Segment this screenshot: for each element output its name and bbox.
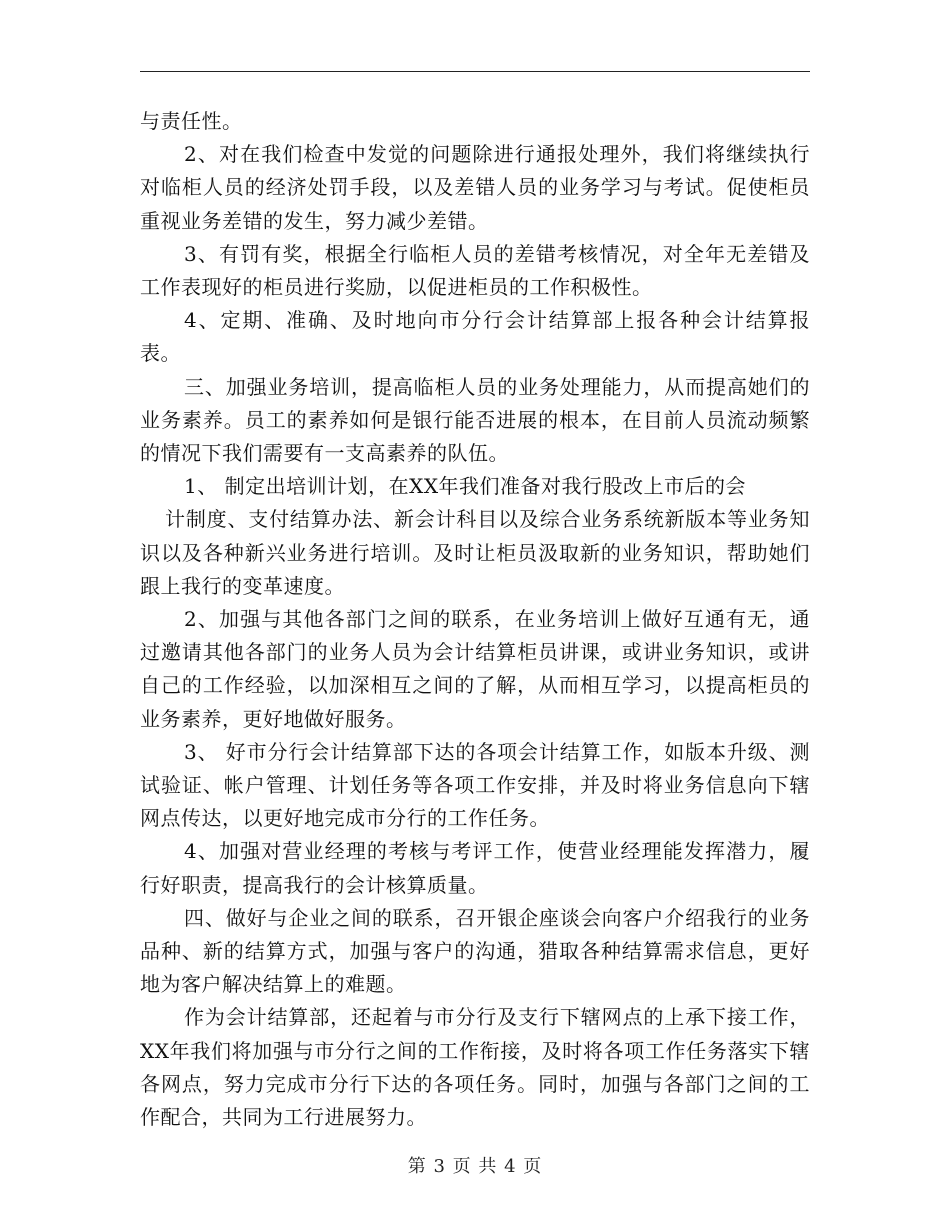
paragraph-item-3: 3、有罚有奖，根据全行临柜人员的差错考核情况，对全年无差错及工作表现好的柜员进行奖励，以促进柜员的工作积极性。 (140, 241, 810, 300)
paragraph-item-2: 2、对在我们检查中发觉的问题除进行通报处理外，我们将继续执行对临柜人员的经济处罚手段，以及差错人员的业务学习与考试。促使柜员重视业务差错的发生，努力减少差错。 (140, 142, 810, 233)
page-number-footer: 第 3 页 共 4 页 (407, 1156, 543, 1177)
paragraph-continuation: 与责任性。 (140, 109, 243, 133)
paragraph-closing: 作为会计结算部，还起着与市分行及支行下辖网点的上承下接工作，XX年我们将加强与市分行之间的工作衔接，及时将各项工作任务落实下辖各网点，努力完成市分行下达的各项任务。同时，加强与各部门之间的工作配合，共同为工行进展努力。 (140, 1005, 810, 1130)
header-rule (140, 71, 810, 72)
paragraph-training-item-1: 1、 制定出培训计划，在XX年我们准备对我行股改上市后的会 (184, 474, 747, 499)
paragraph-item-4: 4、定期、准确、及时地向市分行会计结算部上报各种会计结算报表。 (140, 308, 810, 366)
paragraph-training-item-4: 4、加强对营业经理的考核与考评工作，使营业经理能发挥潜力，履行好职责，提高我行的会计核算质量。 (140, 839, 810, 897)
paragraph-training-item-2: 2、加强与其他各部门之间的联系，在业务培训上做好互通有无，通过邀请其他各部门的业务人员为会计结算柜员讲课，或讲业务知识，或讲自己的工作经验，以加深相互之间的了解，从而相互学习，以提高柜员的业务素养，更好地做好服务。 (140, 607, 810, 731)
paragraph-training-item-1-continued: 计制度、支付结算办法、新会计科目以及综合业务系统新版本等业务知识以及各种新兴业务进行培训。及时让柜员汲取新的业务知识，帮助她们跟上我行的变革速度。 (140, 507, 810, 598)
body-text (140, 105, 810, 1134)
paragraph-section-3: 三、加强业务培训，提高临柜人员的业务处理能力，从而提高她们的业务素养。员工的素养如何是银行能否进展的根本，在目前人员流动频繁的情况下我们需要有一支高素养的队伍。 (140, 374, 810, 466)
paragraph-training-item-3: 3、 好市分行会计结算部下达的各项会计结算工作，如版本升级、测试验证、帐户管理、计划任务等各项工作安排，并及时将业务信息向下辖网点传达，以更好地完成市分行的工作任务。 (140, 739, 810, 831)
paragraph-section-4: 四、做好与企业之间的联系，召开银企座谈会向客户介绍我行的业务品种、新的结算方式，加强与客户的沟通，猎取各种结算需求信息，更好地为客户解决结算上的难题。 (140, 905, 810, 997)
